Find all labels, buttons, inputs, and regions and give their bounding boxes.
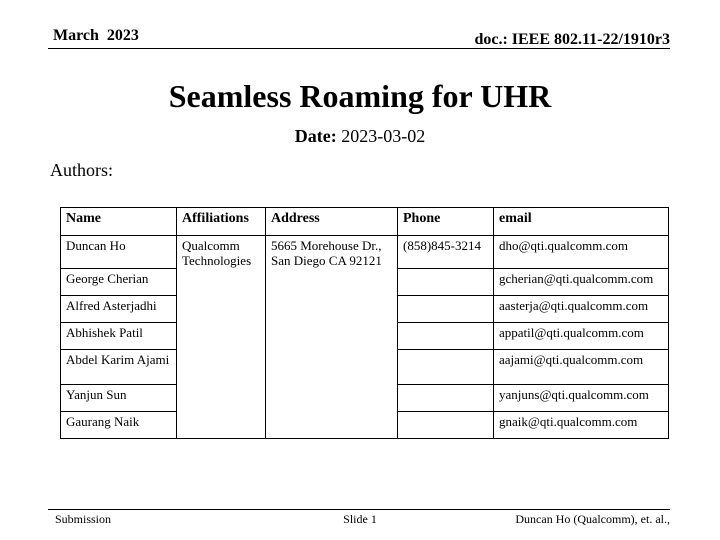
author-address-empty (266, 322, 398, 349)
author-phone-empty (398, 349, 494, 384)
author-address: 5665 Morehouse Dr., San Diego CA 92121 (266, 236, 398, 269)
col-header-email: email (494, 208, 669, 236)
author-affiliation-empty (177, 322, 266, 349)
author-email: gnaik@qti.qualcomm.com (494, 411, 669, 438)
header-doc-id: doc.: IEEE 802.11-22/1910r3 (474, 31, 670, 48)
author-affiliation-empty (177, 349, 266, 384)
header-divider (48, 48, 670, 49)
col-header-phone: Phone (398, 208, 494, 236)
author-phone-empty (398, 295, 494, 322)
date-label: Date: (294, 126, 337, 146)
author-affiliation: Qualcomm Technologies (177, 236, 266, 269)
author-email: appatil@qti.qualcomm.com (494, 322, 669, 349)
table-row (61, 236, 669, 269)
authors-table (60, 207, 669, 439)
author-email: dho@qti.qualcomm.com (494, 236, 669, 269)
table-row (61, 295, 669, 322)
author-name: George Cherian (61, 268, 177, 295)
author-address-empty (266, 268, 398, 295)
table-row (61, 322, 669, 349)
author-affiliation-empty (177, 411, 266, 438)
author-phone: (858)845-3214 (398, 236, 494, 269)
author-name: Gaurang Naik (61, 411, 177, 438)
footer-divider (48, 509, 670, 510)
slide-title: Seamless Roaming for UHR (168, 78, 552, 114)
author-phone-empty (398, 268, 494, 295)
author-email: gcherian@qti.qualcomm.com (494, 268, 669, 295)
authors-label: Authors: (50, 160, 113, 180)
author-email: yanjuns@qti.qualcomm.com (494, 384, 669, 411)
author-phone-empty (398, 384, 494, 411)
table-header-row (61, 208, 669, 236)
header-date: March 2023 (53, 27, 139, 44)
author-phone-empty (398, 322, 494, 349)
author-affiliation-empty (177, 295, 266, 322)
table-row (61, 384, 669, 411)
table-row (61, 268, 669, 295)
author-name: Yanjun Sun (61, 384, 177, 411)
author-address-empty (266, 295, 398, 322)
author-address-empty (266, 349, 398, 384)
author-name: Abdel Karim Ajami (61, 349, 177, 384)
author-name: Abhishek Patil (61, 322, 177, 349)
col-header-name: Name (61, 208, 177, 236)
author-address-empty (266, 384, 398, 411)
author-affiliation-empty (177, 384, 266, 411)
author-email: aajami@qti.qualcomm.com (494, 349, 669, 384)
table-row (61, 349, 669, 384)
table-row (61, 411, 669, 438)
col-header-address: Address (266, 208, 398, 236)
author-affiliation-empty (177, 268, 266, 295)
footer-submission: Submission (55, 512, 112, 526)
footer-slide-number: Slide 1 (343, 512, 377, 526)
author-phone-empty (398, 411, 494, 438)
footer-author: Duncan Ho (Qualcomm), et. al., (515, 512, 670, 526)
author-address-empty (266, 411, 398, 438)
author-email: aasterja@qti.qualcomm.com (494, 295, 669, 322)
author-name: Alfred Asterjadhi (61, 295, 177, 322)
date-value: 2023-03-02 (341, 126, 426, 146)
col-header-affiliations: Affiliations (177, 208, 266, 236)
author-name: Duncan Ho (61, 236, 177, 269)
date-line (0, 126, 720, 147)
